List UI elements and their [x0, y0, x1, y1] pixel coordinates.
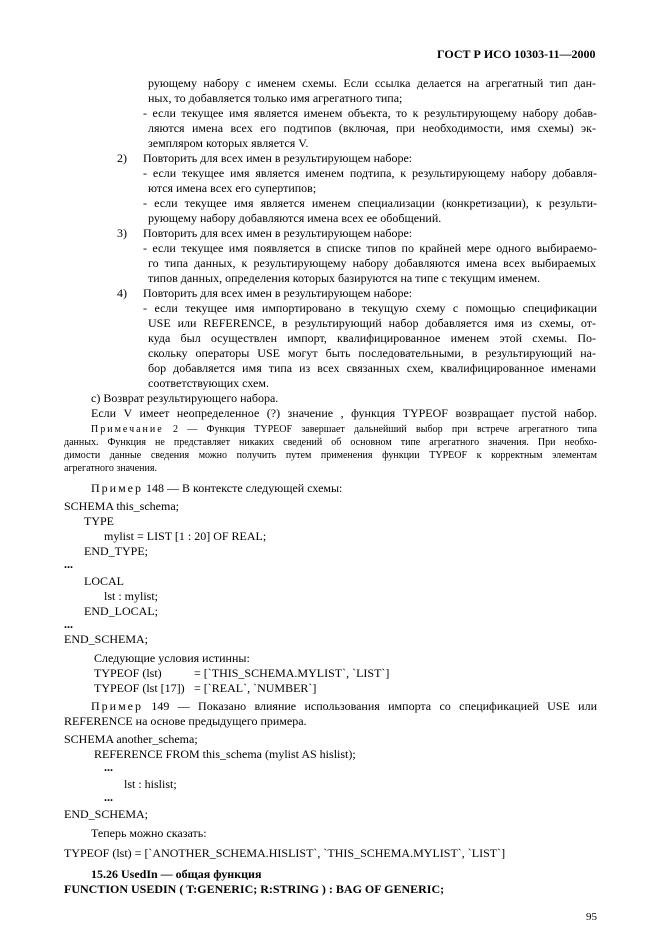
code-line: REFERENCE FROM this_schema (mylist AS hislist);	[94, 747, 356, 761]
text-line: ляются имена всех его подтипов (включая, при необходимости, имя схемы) эк-	[148, 121, 596, 135]
note-line: димости данные сведения можно получить путем применения функции TYPEOF к корректным элементам	[64, 450, 597, 461]
text-line: Повторить для всех имен в результирующем наборе:	[143, 151, 413, 165]
text-line: Если V имеет неопределенное (?) значение , функция TYPEOF возвращает пустой набор.	[91, 406, 597, 420]
text-line: куда был осуществлен импорт, квалифицированное именем этой схемы. По-	[148, 331, 596, 345]
list-number: 2)	[117, 151, 127, 165]
code-line: TYPEOF (lst)	[94, 666, 162, 680]
code-line: END_SCHEMA;	[64, 632, 149, 646]
example-line	[91, 481, 342, 495]
note-label: Примечание	[91, 424, 164, 435]
text-line: - если текущее имя является именем объекта, то к результирующему набору добав-	[143, 106, 597, 120]
example-label: Пример	[91, 481, 144, 495]
text-line: USE или REFERENCE, в результирующий набор добавляется имя из схемы, от-	[148, 316, 596, 330]
page-header: ГОСТ Р ИСО 10303-11—2000	[437, 47, 596, 61]
text-line: - если текущее имя является именем подтипа, к результирующему набору добавля-	[143, 166, 597, 180]
ellipsis: ...	[104, 760, 113, 774]
note-line	[91, 424, 597, 436]
text-line: - если текущее имя является именем специализации (конкретизации), к результи-	[143, 196, 597, 210]
text-line: ются имена всех его супертипов;	[148, 181, 317, 195]
text-line: - если текущее имя импортировано в текущую схему с помощью спецификации	[143, 301, 597, 315]
text-line: скольку операторы USE могут быть последовательными, в результирующий на-	[148, 346, 596, 360]
code-line: TYPEOF (lst) = [`ANOTHER_SCHEMA.HISLIST`, `THIS_SCHEMA.MYLIST`, `LIST`]	[64, 846, 506, 860]
code-line: lst : hislist;	[124, 777, 177, 791]
text-line: рующему набору добавляются имена всех ее обобщений.	[148, 211, 442, 225]
note-text: 2 — Функция TYPEOF завершает дальнейший выбор при встрече агрегатного типа	[163, 424, 597, 435]
code-line: END_SCHEMA;	[64, 807, 149, 821]
text-line: го типа данных, к результирующему набору добавляются имена всех выбираемых	[148, 256, 596, 270]
note-line: данных. Функция не представляет никаких сведений об основном типе агрегатного значения. При необхо-	[64, 437, 597, 448]
text-line: типов данных, определения которых базируются на типе с текущим именем.	[148, 271, 541, 285]
text-line: Следующие условия истинны:	[94, 651, 250, 665]
ellipsis: ...	[64, 557, 73, 571]
function-signature: FUNCTION USEDIN ( T:GENERIC; R:STRING ) : BAG OF GENERIC;	[64, 882, 445, 896]
list-number: 3)	[117, 226, 127, 240]
text-line: c) Возврат результирующего набора.	[91, 391, 279, 405]
note-line: агрегатного значения.	[64, 463, 157, 474]
text-line: Теперь можно сказать:	[91, 826, 207, 840]
example-text: 149 — Показано влияние использования импорта со спецификацией USE или	[143, 699, 597, 713]
text-line: соответствующих схем.	[148, 376, 269, 390]
list-number: 4)	[117, 286, 127, 300]
example-line	[91, 699, 597, 713]
ellipsis: ...	[64, 617, 73, 631]
ellipsis: ...	[104, 790, 113, 804]
code-line: mylist = LIST [1 : 20] OF REAL;	[104, 529, 267, 543]
code-line: END_TYPE;	[84, 544, 148, 558]
code-line: = [`REAL`, `NUMBER`]	[194, 681, 317, 695]
text-line: - если текущее имя появляется в списке типов по крайней мере одного выбираемо-	[143, 241, 597, 255]
text-line: ных, то добавляется только имя агрегатного типа;	[148, 91, 403, 105]
text-line: REFERENCE на основе предыдущего примера.	[64, 714, 307, 728]
code-line: TYPE	[84, 514, 114, 528]
code-line: SCHEMA this_schema;	[64, 499, 180, 513]
section-heading: 15.26 UsedIn — общая функция	[91, 867, 262, 881]
code-line: END_LOCAL;	[84, 604, 158, 618]
code-line: lst : mylist;	[104, 589, 159, 603]
text-line: Повторить для всех имен в результирующем наборе:	[143, 226, 413, 240]
text-line: земпляром которых является V.	[148, 136, 309, 150]
code-line: = [`THIS_SCHEMA.MYLIST`, `LIST`]	[194, 666, 390, 680]
page-number: 95	[586, 911, 597, 923]
example-text: 148 — В контексте следующей схемы:	[143, 481, 343, 495]
text-line: рующему набору с именем схемы. Если ссылка делается на агрегатный тип дан-	[148, 76, 596, 90]
example-label: Пример	[91, 699, 144, 713]
code-line: SCHEMA another_schema;	[64, 732, 198, 746]
code-line: TYPEOF (lst [17])	[94, 681, 185, 695]
code-line: LOCAL	[84, 574, 124, 588]
text-line: бор добавляется имя типа из всех связанных схем, квалифицированное именами	[148, 361, 596, 375]
text-line: Повторить для всех имен в результирующем наборе:	[143, 286, 413, 300]
